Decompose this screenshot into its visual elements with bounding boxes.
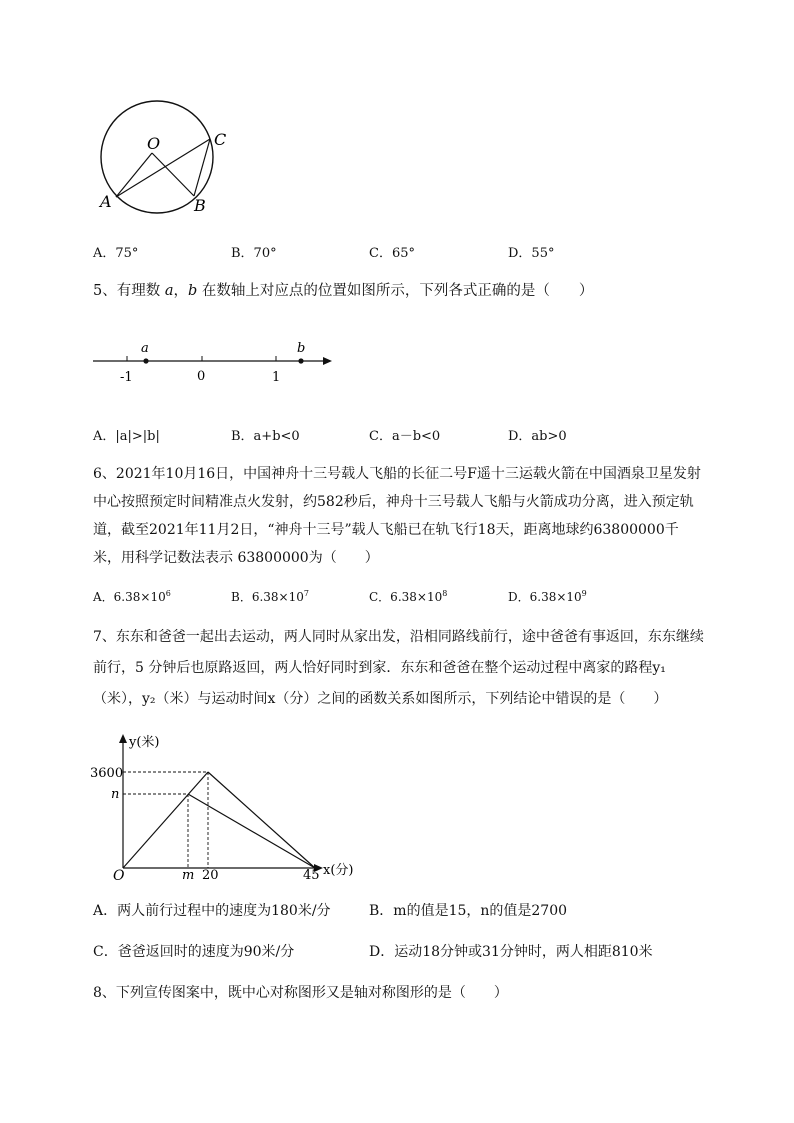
number-line-arrow [323,357,332,365]
q7-option-c[interactable]: C．爸爸返回时的速度为90米/分 [93,944,295,960]
q6-line-2: 中心按照预定时间精准点火发射，约582秒后，神舟十三号载人飞船与火箭成功分离，进入预定轨 [93,494,694,510]
x-axis-label: x(分) [323,863,354,878]
q6-option-a-base: A．6.38×10 [93,590,166,604]
q7-option-b[interactable]: B．m的值是15，n的值是2700 [369,903,568,919]
q6-option-c-exp: 8 [442,589,448,598]
line-dad-back [188,794,315,868]
q7-stem [93,622,704,715]
q7-option-a[interactable]: A．两人前行过程中的速度为180米/分 [93,903,331,919]
q6-option-a-exp: 6 [165,589,171,598]
circle-figure [90,95,240,220]
q6-line-4: 米，用科学记数法表示 63800000为（ ） [93,550,379,566]
x-tick-20: 20 [202,868,219,883]
q6-option-d[interactable] [508,588,587,605]
q6-option-a[interactable] [93,588,171,605]
y-tick-3600: 3600 [90,766,124,781]
q6-option-d-base: D．6.38×10 [508,590,582,604]
y-axis-arrow [119,734,127,743]
q5-option-b[interactable]: B．a+b<0 [231,429,300,444]
q5-option-d[interactable]: D．ab>0 [508,429,567,444]
q6-option-b-base: B．6.38×10 [231,590,304,604]
q6-option-c[interactable] [369,588,447,605]
point-a [143,358,148,363]
q6-line-3: 道，截至2021年11月2日，“神舟十三号”载人飞船已在轨飞行18天，距离地球约63800000千 [93,522,679,538]
q6-option-b[interactable] [231,588,309,605]
number-line-tick-label-0: 0 [197,369,206,384]
q5-var-b: b [188,283,198,299]
q4-option-b[interactable]: B．70° [231,246,277,261]
segment-AO [116,153,152,197]
label-B: B [194,196,206,215]
y-axis-label: y(米) [129,735,160,750]
q5-stem [93,277,593,305]
number-line-label-a: a [141,341,149,356]
q5-text-post: 在数轴上对应点的位置如图所示，下列各式正确的是（ ） [197,283,594,299]
segment-OB [152,153,194,196]
q6-stem [93,460,701,572]
q7-line-3: （米），y₂（米）与运动时间x（分）之间的函数关系如图所示，下列结论中错误的是（ ） [93,691,668,707]
label-O: O [147,134,161,153]
point-b [298,358,303,363]
q5-var-a: a [164,283,174,299]
q4-option-a[interactable]: A．75° [93,246,139,261]
line-dongdong-out [123,772,208,868]
label-C: C [214,130,227,149]
q5-option-a[interactable]: A．|a|>|b| [93,429,160,444]
q6-option-d-exp: 9 [581,589,587,598]
number-line-label-b: b [297,341,306,356]
number-line-tick-label-neg1: -1 [120,370,133,385]
q5-number: 5、 [93,283,117,299]
q7-line-2: 前行，5 分钟后也原路返回，两人恰好同时到家．东东和爸爸在整个运动过程中离家的路程y₁ [93,660,666,676]
line-dongdong-back [208,772,315,868]
q7-option-d[interactable]: D．运动18分钟或31分钟时，两人相距810米 [369,944,653,960]
q6-option-c-base: C．6.38×10 [369,590,443,604]
x-tick-45: 45 [303,868,320,883]
q6-option-b-exp: 7 [303,589,309,598]
q5-option-c[interactable]: C．a－b<0 [369,429,441,444]
label-A: A [100,192,112,211]
number-line-tick-label-1: 1 [272,370,281,385]
q6-line-1: 6、2021年10月16日，中国神舟十三号载人飞船的长征二号F遥十三运载火箭在中国酒泉卫星发射 [93,466,701,482]
q8-stem: 8、下列宣传图案中，既中心对称图形又是轴对称图形的是（ ） [93,985,508,1001]
y-tick-n: n [111,787,120,802]
q4-option-c[interactable]: C．65° [369,246,415,261]
number-line [90,336,340,386]
q5-sep: ， [173,283,188,299]
x-tick-m: m [182,868,195,883]
distance-time-graph [90,728,365,884]
q7-line-1: 7、东东和爸爸一起出去运动，两人同时从家出发，沿相同路线前行，途中爸爸有事返回，东东继续 [93,629,704,645]
q4-option-d[interactable]: D．55° [508,246,555,261]
q5-text-pre: 有理数 [116,283,165,299]
origin-label: O [113,868,125,884]
